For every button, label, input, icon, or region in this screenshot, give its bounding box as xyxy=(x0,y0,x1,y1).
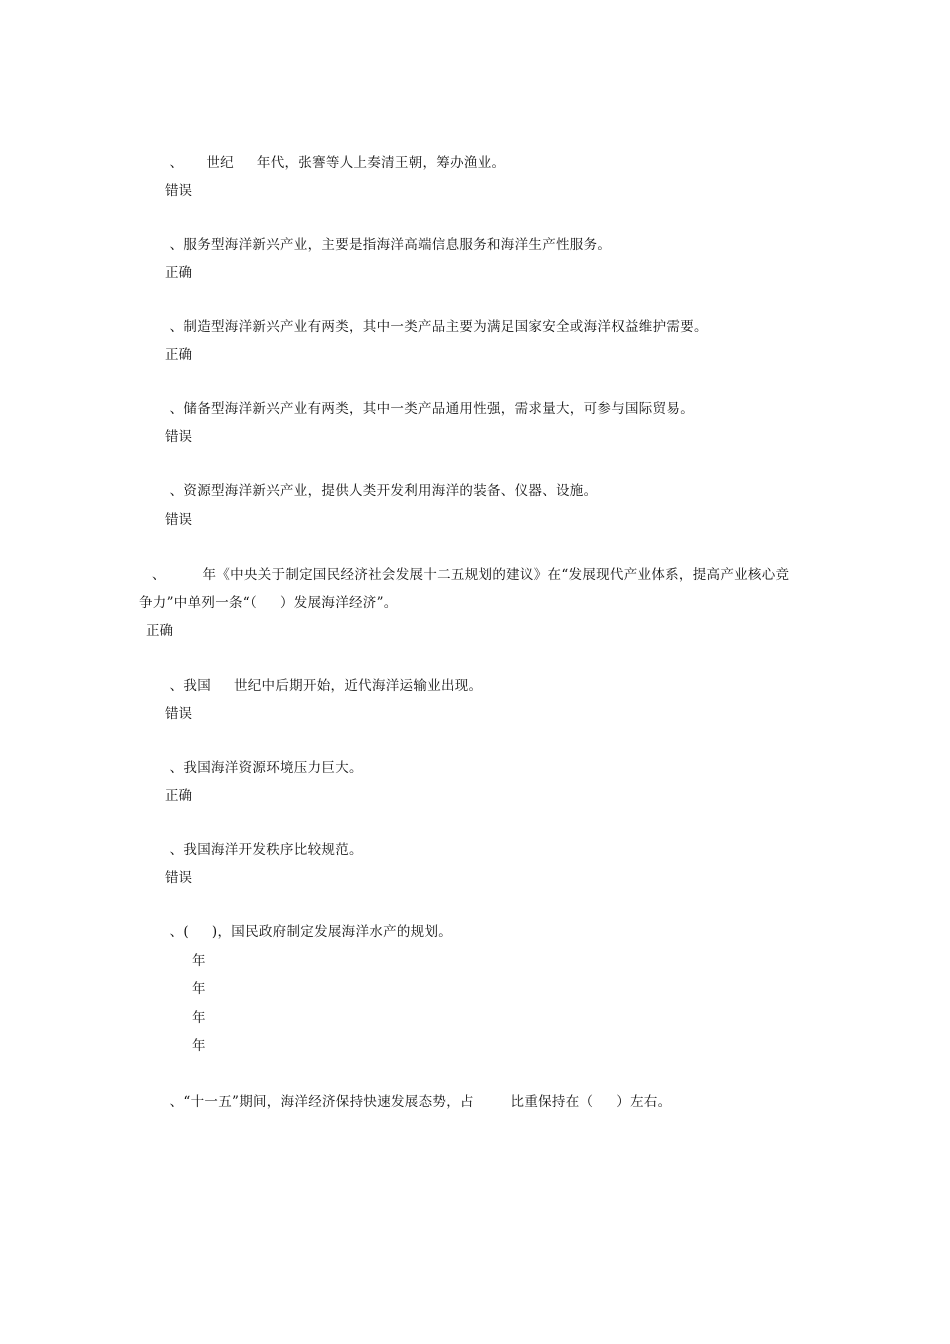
question-5: 、资源型海洋新兴产业，提供人类开发利用海洋的装备、仪器、设施。 xyxy=(165,483,598,499)
question-8: 、我国海洋资源环境压力巨大。 xyxy=(165,760,363,776)
question-10: 、( )，国民政府制定发展海洋水产的规划。 xyxy=(165,924,453,940)
answer-5: 错误 xyxy=(165,512,192,528)
option-10-a: 年 xyxy=(192,953,206,969)
question-6-line-1: 、 年《中央关于制定国民经济社会发展十二五规划的建议》在“发展现代产业体系，提高产业核心竞 xyxy=(152,567,790,583)
option-10-b: 年 xyxy=(192,981,206,997)
answer-9: 错误 xyxy=(165,870,192,886)
option-10-d: 年 xyxy=(192,1038,206,1054)
answer-4: 错误 xyxy=(165,429,192,445)
question-1: 、 世纪 年代，张謇等人上奏清王朝，筹办渔业。 xyxy=(165,155,506,171)
answer-2: 正确 xyxy=(165,265,192,281)
answer-6: 正确 xyxy=(146,623,173,639)
question-6-line-2: 争力”中单列一条“（ ）发展海洋经济”。 xyxy=(139,595,398,611)
answer-8: 正确 xyxy=(165,788,192,804)
answer-1: 错误 xyxy=(165,183,192,199)
question-11: 、“十一五”期间，海洋经济保持快速发展态势，占 比重保持在（ ）左右。 xyxy=(165,1094,672,1110)
question-2: 、服务型海洋新兴产业，主要是指海洋高端信息服务和海洋生产性服务。 xyxy=(165,237,612,253)
question-9: 、我国海洋开发秩序比较规范。 xyxy=(165,842,363,858)
question-4: 、储备型海洋新兴产业有两类，其中一类产品通用性强，需求量大，可参与国际贸易。 xyxy=(165,401,694,417)
answer-3: 正确 xyxy=(165,347,192,363)
option-10-c: 年 xyxy=(192,1010,206,1026)
answer-7: 错误 xyxy=(165,706,192,722)
question-3: 、制造型海洋新兴产业有两类，其中一类产品主要为满足国家安全或海洋权益维护需要。 xyxy=(165,319,708,335)
question-7: 、我国 世纪中后期开始，近代海洋运输业出现。 xyxy=(165,678,483,694)
